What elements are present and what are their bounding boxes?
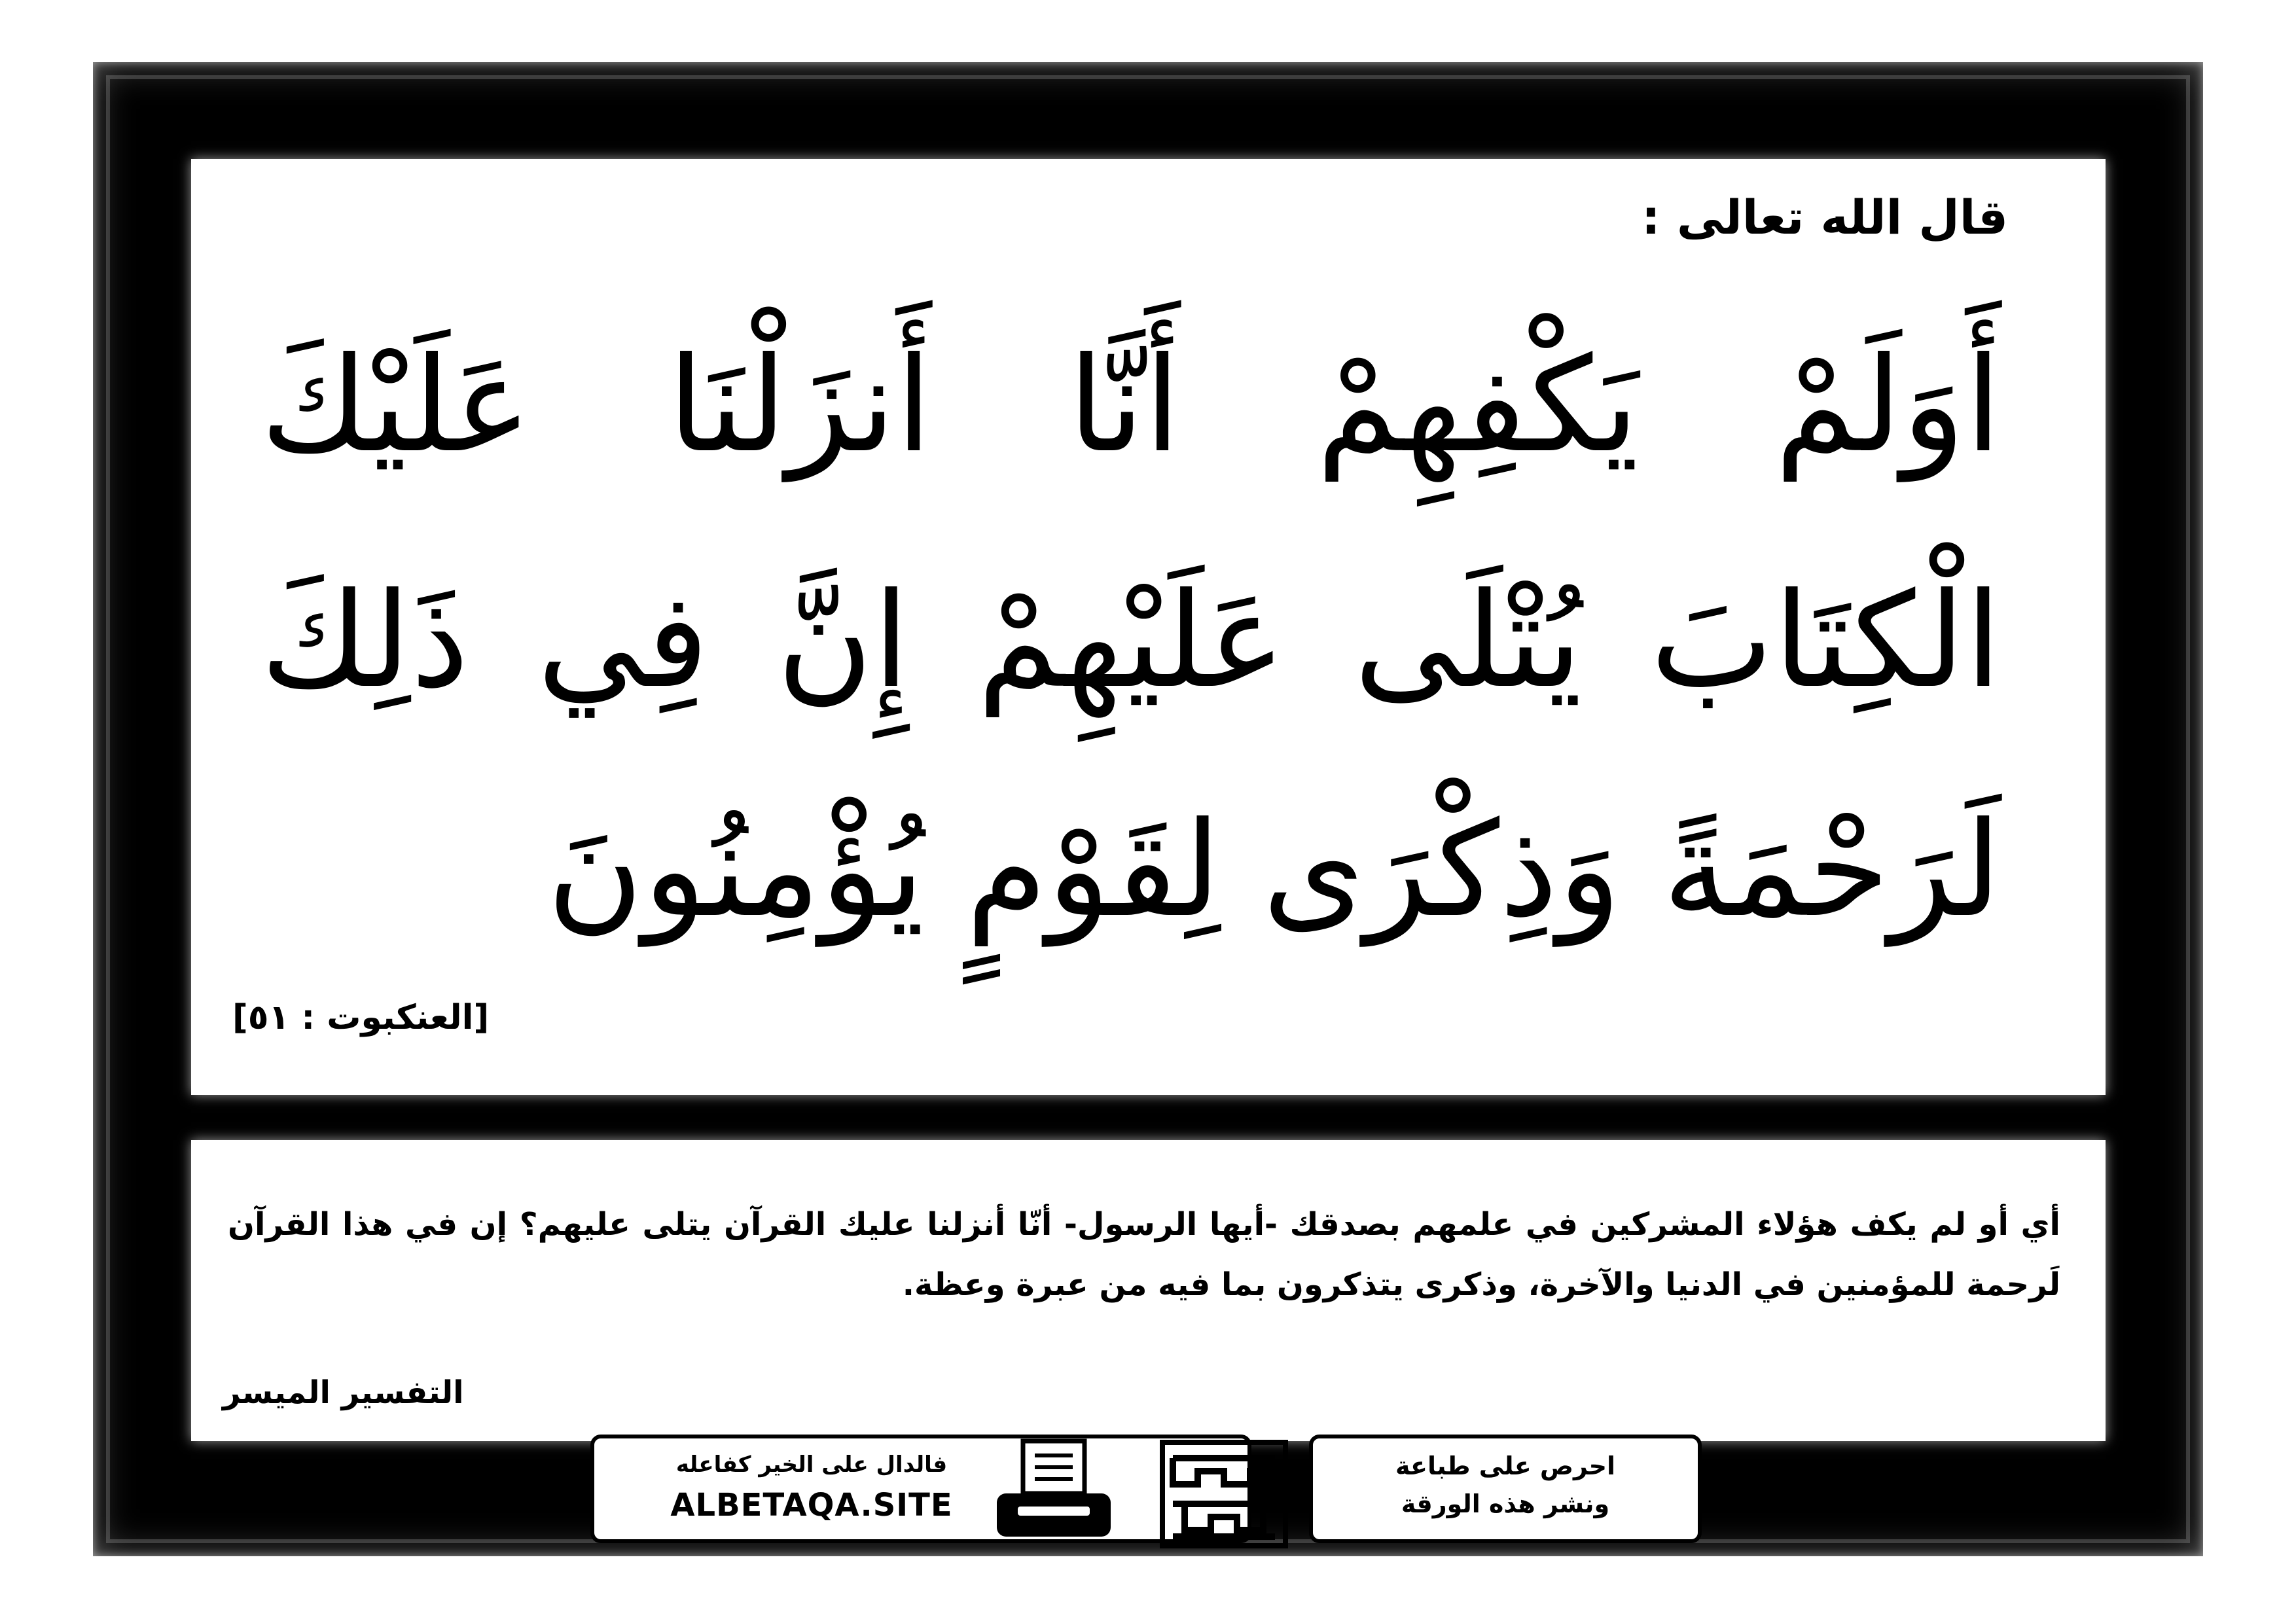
- hint-line-2: ونشر هذه الورقة: [1401, 1489, 1610, 1518]
- tafsir-source: التفسير الميسر: [223, 1374, 464, 1411]
- tafsir-text: أي أو لم يكف هؤلاء المشركين في علمهم بصدقك -أيها الرسول- أنّا أنزلنا عليك القرآن يتلى عليهم؟ إن في هذا القرآن لَرحمة للمؤمنين في الدنيا والآخرة، وذكرى يتذكرون بما فيه من عبرة وعظة.: [228, 1206, 2060, 1303]
- verse-line-2: الْكِتَابَ يُتْلَى عَلَيْهِمْ إِنَّ فِي ذَلِكَ: [260, 565, 2001, 717]
- verse-reference: [العنكبوت : ٥١]: [232, 998, 490, 1037]
- kufic-logo: [1158, 1438, 1289, 1550]
- footer-hint-box: [1309, 1435, 1702, 1543]
- verse-line-1: أَوَلَمْ يَكْفِهِمْ أَنَّا أَنزَلْنَا عَلَيْكَ: [260, 329, 2001, 482]
- verse-line-3: لَرَحْمَةً وَذِكْرَى لِقَوْمٍ يُؤْمِنُونَ: [547, 794, 2001, 946]
- dalal-text: فالدال على الخير كفاعله: [675, 1452, 948, 1478]
- printer-icon: [992, 1437, 1116, 1542]
- site-link[interactable]: ALBETAQA.SITE: [670, 1487, 953, 1524]
- intro-heading: قال الله تعالى :: [1641, 190, 2008, 245]
- hint-line-1: احرص على طباعة: [1395, 1452, 1616, 1480]
